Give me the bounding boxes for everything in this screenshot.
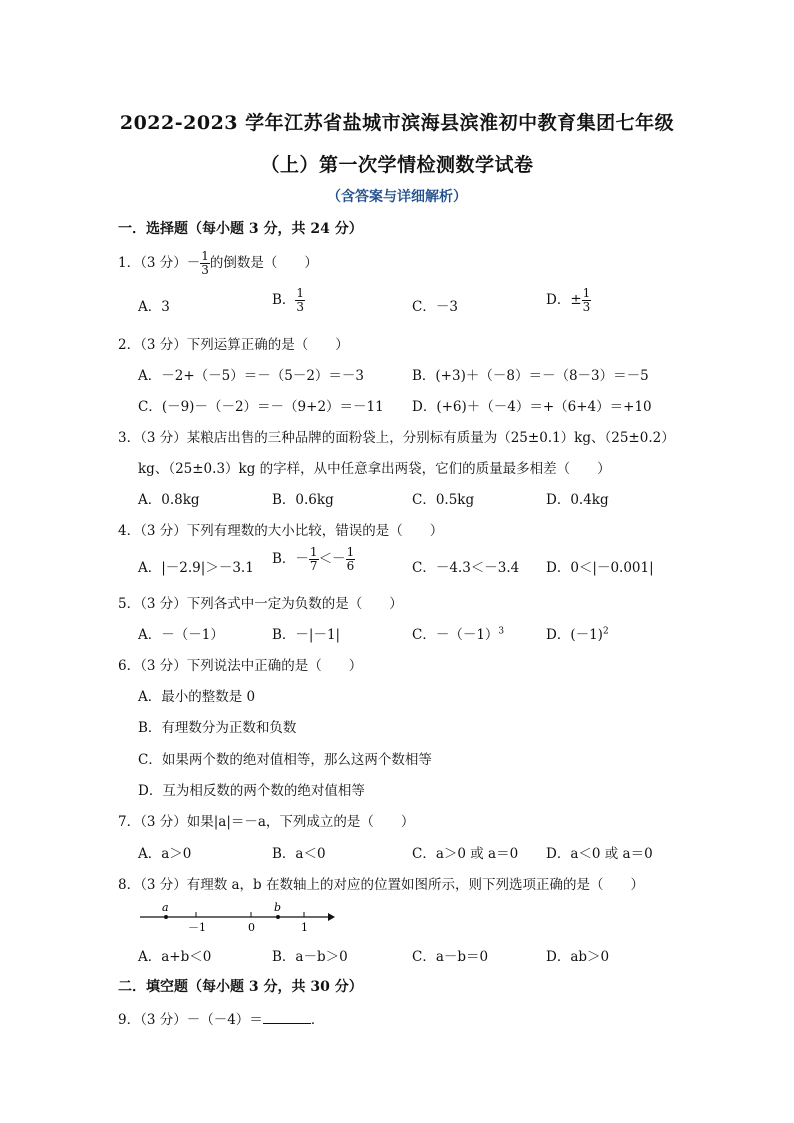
- q7-option-c[interactable]: C．a＞0 或 a＝0: [412, 846, 519, 862]
- q4-option-d[interactable]: D．0＜|－0.001|: [546, 560, 654, 576]
- point-b-dot: [276, 915, 280, 919]
- section-choice-heading: 一．选择题（每小题 3 分，共 24 分）: [118, 221, 363, 237]
- q7-option-b[interactable]: B．a＜0: [272, 846, 326, 862]
- fraction: $\frac{1}{3}$: [201, 249, 209, 277]
- answer-blank[interactable]: [263, 1011, 311, 1024]
- q3-option-b[interactable]: B．0.6kg: [272, 492, 334, 508]
- q6-option-a[interactable]: A．最小的整数是 0: [138, 689, 256, 705]
- exam-title-line1: 2022-2023 学年江苏省盐城市滨海县滨淮初中教育集团七年级: [119, 112, 675, 134]
- question-7-stem: 7．（3 分）如果|a|＝－a，下列成立的是（ ）: [118, 814, 415, 830]
- arrow-right-icon: [328, 913, 335, 921]
- q8-option-b[interactable]: B．a－b＞0: [272, 949, 348, 965]
- tick-1-label: 1: [301, 921, 308, 934]
- q4-option-c[interactable]: C．－4.3＜－3.4: [412, 560, 520, 576]
- q6-option-d[interactable]: D．互为相反数的两个数的绝对值相等: [138, 783, 365, 799]
- question-4-stem: 4．（3 分）下列有理数的大小比较，错误的是（ ）: [118, 523, 444, 539]
- point-a-dot: [164, 915, 168, 919]
- q1-option-b[interactable]: B． $\frac{1}{3}$: [272, 286, 305, 314]
- q1-option-c[interactable]: C．－3: [412, 299, 458, 315]
- q5-option-b[interactable]: B．－|－1|: [272, 627, 341, 643]
- answer-note: （含答案与详细解析）: [327, 189, 467, 205]
- q8-option-d[interactable]: D．ab＞0: [546, 949, 610, 965]
- question-8-stem: 8．（3 分）有理数 a，b 在数轴上的对应的位置如图所示，则下列选项正确的是（ ）: [118, 877, 644, 893]
- q2-option-c[interactable]: C．(－9)－（－2）＝－（9+2）＝－11: [138, 399, 384, 415]
- tick-0-label: 0: [248, 921, 255, 934]
- q5-option-d[interactable]: D．$(-1)^2$: [546, 626, 609, 643]
- section-fill-heading: 二．填空题（每小题 3 分，共 30 分）: [118, 979, 363, 995]
- question-2-stem: 2．（3 分）下列运算正确的是（ ）: [118, 337, 349, 353]
- q2-option-a[interactable]: A．－2+（－5）＝－（5－2）＝－3: [138, 368, 365, 384]
- q3-option-d[interactable]: D．0.4kg: [546, 492, 609, 508]
- q6-option-c[interactable]: C．如果两个数的绝对值相等，那么这两个数相等: [138, 752, 432, 768]
- q7-option-d[interactable]: D．a＜0 或 a＝0: [546, 846, 653, 862]
- question-6-stem: 6．（3 分）下列说法中正确的是（ ）: [118, 658, 363, 674]
- q5-option-c[interactable]: C．$-(-1)^3$: [412, 626, 505, 643]
- q1-option-d[interactable]: D．± $\frac{1}{3}$: [546, 286, 591, 314]
- q1-option-a[interactable]: A．3: [138, 299, 170, 315]
- q2-option-d[interactable]: D．(+6)＋（－4）＝+（6+4）＝+10: [412, 399, 652, 415]
- exam-title-line2: （上）第一次学情检测数学试卷: [260, 154, 534, 176]
- question-5-stem: 5．（3 分）下列各式中一定为负数的是（ ）: [118, 596, 403, 612]
- q6-option-b[interactable]: B．有理数分为正数和负数: [138, 720, 297, 736]
- number-line-figure: [138, 900, 338, 936]
- question-3-stem-line1: 3．（3 分）某粮店出售的三种品牌的面粉袋上，分别标有质量为（25±0.1）kg、（25±0.2）: [118, 430, 675, 446]
- q4-option-a[interactable]: A．|－2.9|＞－3.1: [138, 560, 254, 576]
- point-b-label: b: [274, 901, 282, 914]
- q5-option-a[interactable]: A．－（－1）: [138, 627, 224, 643]
- q7-option-a[interactable]: A．a＞0: [138, 846, 192, 862]
- q3-option-a[interactable]: A．0.8kg: [138, 492, 200, 508]
- q8-option-c[interactable]: C．a－b＝0: [412, 949, 489, 965]
- point-a-label: a: [162, 901, 169, 914]
- q2-option-b[interactable]: B．(+3)＋（－8）＝－（8－3）＝－5: [412, 368, 649, 384]
- tick-minus-1-label: －1: [188, 921, 206, 934]
- question-3-stem-line2: kg、（25±0.3）kg 的字样，从中任意拿出两袋，它们的质量最多相差（ ）: [138, 461, 611, 477]
- q8-option-a[interactable]: A．a+b＜0: [138, 949, 212, 965]
- question-1-stem: 1．（3 分）－ $\frac{1}{3}$ 的倒数是（ ）: [118, 249, 318, 277]
- q4-option-b[interactable]: B．－ $\frac{1}{7}$ ＜－ $\frac{1}{6}$: [272, 545, 355, 573]
- question-9-stem: 9．（3 分）－（－4）＝ ．: [118, 1012, 325, 1028]
- q3-option-c[interactable]: C．0.5kg: [412, 492, 475, 508]
